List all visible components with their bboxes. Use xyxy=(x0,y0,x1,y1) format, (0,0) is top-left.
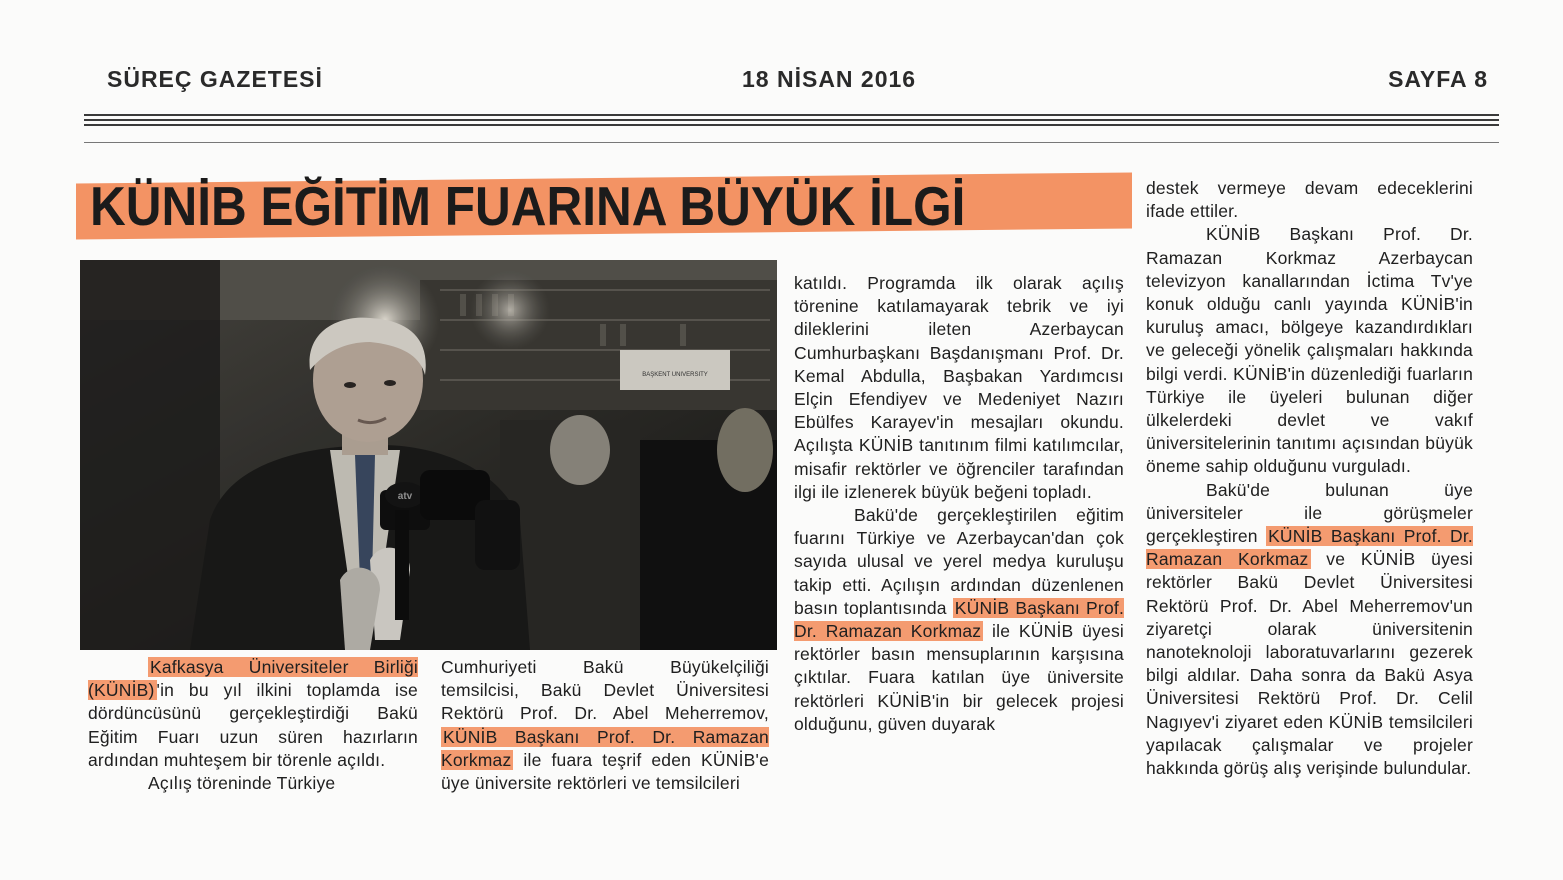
highlighted-text: Kafkasya Üniversiteler Birliği (KÜNİB) xyxy=(88,657,418,701)
headline: KÜNİB EĞİTİM FUARINA BÜYÜK İLGİ xyxy=(90,175,966,237)
header-rule xyxy=(84,119,1499,121)
paragraph xyxy=(1146,177,1473,223)
paragraph xyxy=(441,656,769,795)
headline-block xyxy=(76,172,1132,238)
article-column-2 xyxy=(441,656,769,795)
highlighted-text: KÜNİB Başkanı Prof. Dr. Ramazan Korkmaz xyxy=(1146,526,1473,570)
paragraph-text: Açılış töreninde Türkiye xyxy=(148,773,336,794)
highlighted-text: KÜNİB Başkanı Prof. Dr. Ramazan Korkmaz xyxy=(441,726,769,770)
newspaper-name: SÜREÇ GAZETESİ xyxy=(107,66,323,92)
article-column-3 xyxy=(794,272,1124,736)
page-number: SAYFA 8 xyxy=(1388,66,1488,92)
paragraph-text: 'in bu yıl ilkini toplamda ise dördüncüsünü gerçekleştirdiği Bakü Eğitim Fuarı uzun süren hazırların ardından muhteşem bir törenle açıldı. xyxy=(88,680,418,770)
mic-logo-text: atv xyxy=(397,491,413,502)
paragraph xyxy=(88,656,418,772)
paragraph-text: destek vermeye devam edeceklerini ifade ettiler. xyxy=(1146,178,1473,222)
paragraph-text: Bakü'de bulunan üye üniversiteler ile görüşmeler gerçekleştiren xyxy=(1146,479,1473,547)
paragraph xyxy=(794,504,1124,736)
news-photo xyxy=(80,260,777,650)
paragraph-text: ile KÜNİB üyesi rektörler basın mensuplarının karşısına çıktılar. Fuara katılan üye üniversite rektörleri KÜNİB'in bir gelecek projesi olduğunu, güven duyarak xyxy=(794,621,1125,734)
header-rule-thin xyxy=(84,142,1499,143)
paragraph xyxy=(88,772,418,795)
article-column-1 xyxy=(88,656,418,795)
paragraph-text: katıldı. Programda ilk olarak açılış törenine katılamayarak tebrik ve iyi dileklerini ileten Azerbaycan Cumhurbaşkanı Başdanışmanı Prof. Dr. Kemal Abdulla, Başbakan Yardımcısı Elçin Efendiyev ve Medeniyet Nazırı Ebülfes Karayev'in mesajları okundu. Açılışta KÜNİB tanıtınım filmi katılımcılar, misafir rektörler ve öğrenciler tarafından ilgi ile izlenerek büyük beğeni topladı. xyxy=(794,273,1124,502)
highlighted-text: KÜNİB Başkanı Prof. Dr. Ramazan Korkmaz xyxy=(794,597,1125,642)
paragraph-text: KÜNİB Başkanı Prof. Dr. Ramazan Korkmaz Azerbaycan televizyon kanallarından İctima Tv'ye konuk olduğu canlı yayında KÜNİB'in kuruluş amacı, bölgeye kazandırdıkları ve geleceği yönelik çalışmaları hakkında bilgi verdi. KÜNİB'in düzenlediği fuarların Türkiye ile üyeleri bulunan diğer ülkelerdeki devlet ve vakıf üniversitelerinin tanıtımı açısından büyük öneme sahip olduğunu vurguladı. xyxy=(1146,224,1473,477)
article-column-4 xyxy=(1146,177,1473,780)
booth-sign-text: BAŞKENT UNIVERSITY xyxy=(642,372,708,378)
paragraph-text: ve KÜNİB üyesi rektörler Bakü Devlet Üniversitesi Rektörü Prof. Dr. Abel Meherremov'un ziyaretçi olarak üniversitenin nanoteknoloji laboratuvarlarını gezerek bilgi aldılar. Daha sonra da Bakü Asya Üniversitesi Rektörü Prof. Dr. Celil Nagıyev'i ziyaret eden KÜNİB temsilcileri yapılacak çalışmalar ve projeler hakkında görüş alış verişinde bulundular. xyxy=(1146,549,1473,779)
paragraph-text: ile fuara teşrif eden KÜNİB'e üye üniversite rektörleri ve temsilcileri xyxy=(441,749,769,794)
paragraph-text: Bakü'de gerçekleştirilen eğitim fuarını Türkiye ve Azerbaycan'dan çok sayıda ulusal ve yerel medya kuruluşu takip etti. Açılışın ardından düzenlenen basın toplantısında xyxy=(794,505,1124,618)
header-rule xyxy=(84,114,1499,116)
issue-date: 18 NİSAN 2016 xyxy=(742,66,917,92)
paragraph xyxy=(794,272,1124,504)
paragraph xyxy=(1146,223,1473,478)
header-rule xyxy=(84,124,1499,126)
paragraph-text: Cumhuriyeti Bakü Büyükelçiliği temsilcisi, Bakü Devlet Üniversitesi Rektörü Prof. Dr. Abel Meherremov, xyxy=(441,657,769,724)
paragraph xyxy=(1146,479,1473,781)
